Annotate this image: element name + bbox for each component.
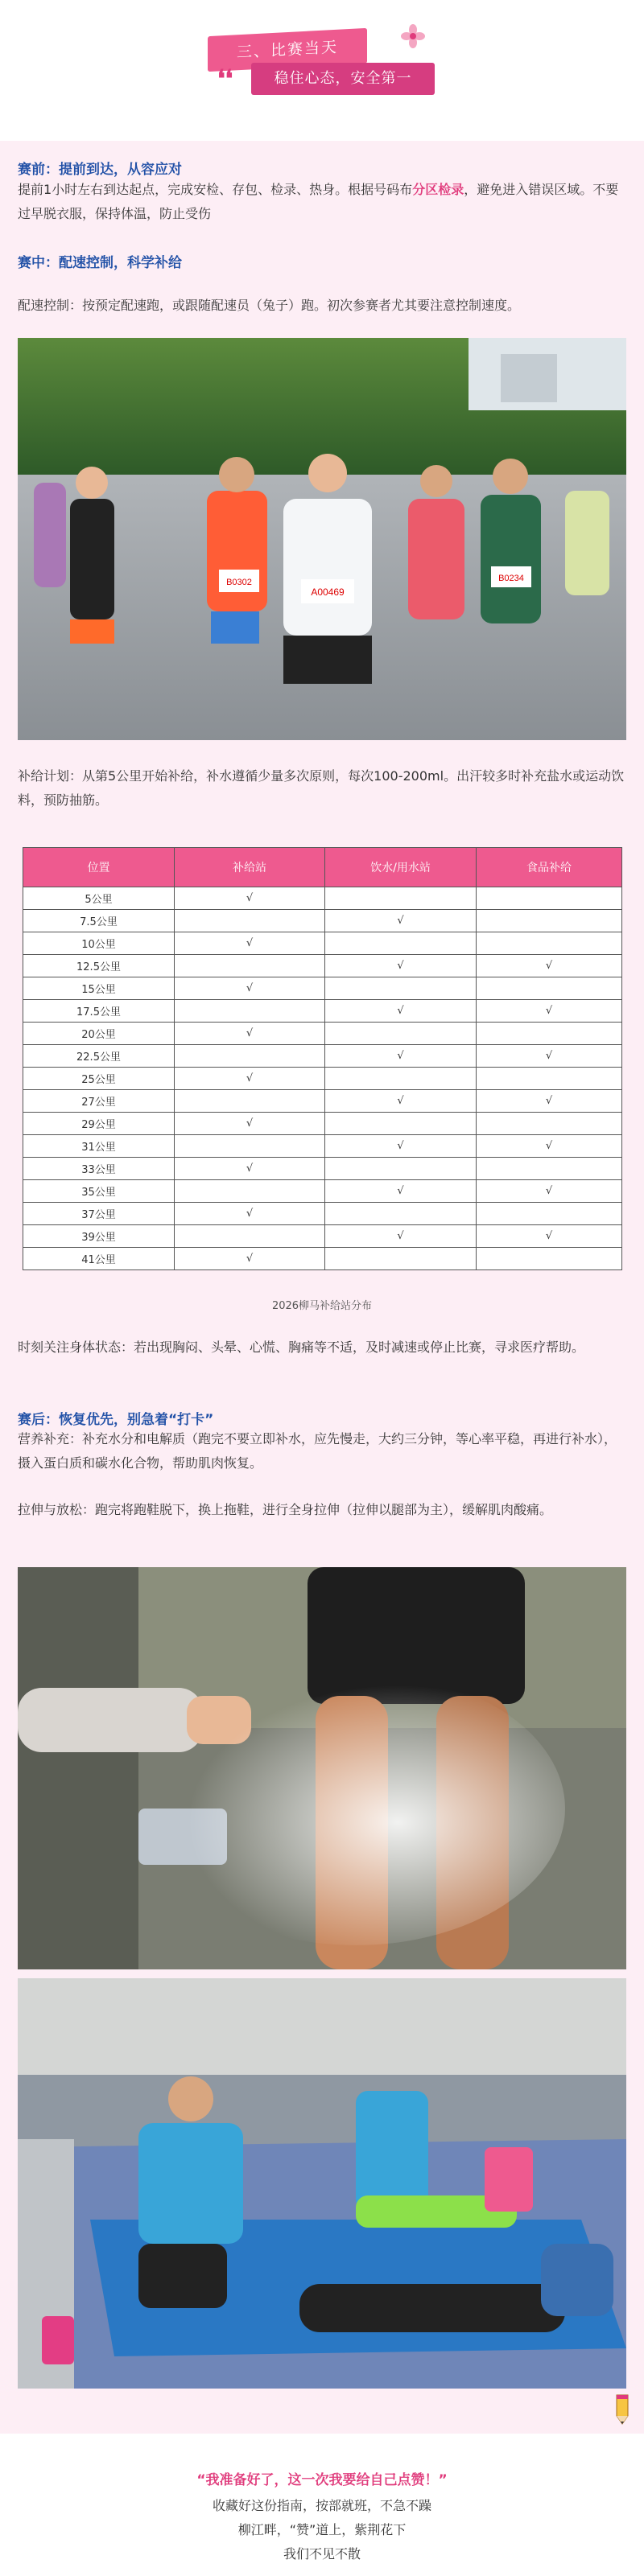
- table-cell: √: [477, 1180, 622, 1203]
- highlight-zone-checkin: 分区检录: [412, 182, 464, 197]
- table-cell: [325, 1113, 477, 1135]
- pencil-icon: [612, 2393, 633, 2426]
- table-cell: √: [325, 955, 477, 977]
- table-cell: √: [325, 1000, 477, 1023]
- table-cell: √: [325, 1090, 477, 1113]
- table-caption: 2026柳马补给站分布: [271, 1300, 373, 1312]
- table-cell: [175, 1090, 325, 1113]
- table-cell: [325, 1158, 477, 1180]
- before-race-text: [18, 178, 626, 226]
- table-cell: [325, 1068, 477, 1090]
- body-status-text: 时刻关注身体状态：若出现胸闷、头晕、心慌、胸痛等不适，及时减速或停止比赛，寻求医疗帮助。: [18, 1339, 585, 1355]
- col-header-location: 位置: [23, 848, 175, 887]
- table-cell: [477, 1113, 622, 1135]
- table-row: [23, 1135, 622, 1158]
- table-cell: √: [325, 1180, 477, 1203]
- table-cell: 15公里: [23, 977, 175, 1000]
- table-cell: 7.5公里: [23, 910, 175, 932]
- nutrition-text: 营养补充：补充水分和电解质（跑完不要立即补水，应先慢走，大约三分钟，等心率平稳，再进行补水），摄入蛋白质和碳水化合物，帮助肌肉恢复。: [18, 1431, 617, 1471]
- footer-quote: “我准备好了，这一次我要给自己点赞！”: [196, 2472, 448, 2488]
- table-cell: [325, 887, 477, 910]
- table-cell: [477, 887, 622, 910]
- table-row: [23, 1000, 622, 1023]
- supply-plan-text: 补给计划：从第5公里开始补给，补水遵循少量多次原则，每次100-200ml。出汗较多时补充盐水或运动饮料，预防抽筋。: [18, 768, 625, 808]
- table-cell: √: [175, 932, 325, 955]
- table-cell: 41公里: [23, 1248, 175, 1270]
- supply-station-table: [23, 847, 622, 1270]
- table-row: [23, 1180, 622, 1203]
- section-title: 三、比赛当天: [236, 38, 338, 62]
- table-row: [23, 1203, 622, 1225]
- table-cell: [477, 1158, 622, 1180]
- quote-mark: ❛❛: [217, 65, 233, 93]
- table-cell: √: [477, 1225, 622, 1248]
- table-header-row: [23, 848, 622, 887]
- table-row: [23, 977, 622, 1000]
- before-text-part-b: ，避免进入错误区域。不要过早脱衣服，保持体温，防止受伤: [18, 182, 619, 221]
- table-cell: [477, 932, 622, 955]
- table-cell: [175, 1135, 325, 1158]
- section-header: [0, 0, 644, 141]
- table-cell: 25公里: [23, 1068, 175, 1090]
- table-cell: √: [477, 1135, 622, 1158]
- flower-icon: [401, 24, 425, 48]
- table-row: [23, 1158, 622, 1180]
- bib-number-2: A00469: [311, 586, 345, 598]
- footer: [0, 2438, 644, 2576]
- stretch-text: 拉伸与放松：跑完将跑鞋脱下，换上拖鞋，进行全身拉伸（拉伸以腿部为主），缓解肌肉酸痛。: [18, 1502, 553, 1517]
- table-row: [23, 1068, 622, 1090]
- table-cell: [325, 1203, 477, 1225]
- table-cell: [325, 1248, 477, 1270]
- photo-cold-spray: [18, 1567, 626, 1969]
- footer-line-2: 收藏好这份指南，按部就班，不急不躁: [212, 2498, 431, 2513]
- table-cell: √: [175, 1248, 325, 1270]
- table-cell: [175, 1045, 325, 1068]
- table-row: [23, 1090, 622, 1113]
- table-cell: 10公里: [23, 932, 175, 955]
- table-cell: [175, 1000, 325, 1023]
- table-cell: 22.5公里: [23, 1045, 175, 1068]
- table-cell: [477, 1068, 622, 1090]
- table-cell: √: [325, 1135, 477, 1158]
- bib-number-3: B0234: [498, 574, 524, 583]
- table-cell: √: [325, 1225, 477, 1248]
- table-row: [23, 887, 622, 910]
- heading-during-race: 赛中：配速控制，科学补给: [18, 255, 182, 271]
- table-row: [23, 1045, 622, 1068]
- table-cell: 39公里: [23, 1225, 175, 1248]
- heading-before-race: 赛前：提前到达，从容应对: [18, 162, 182, 178]
- table-row: [23, 910, 622, 932]
- table-row: [23, 1113, 622, 1135]
- photo-recovery-massage: [18, 1978, 626, 2389]
- table-cell: [477, 910, 622, 932]
- table-cell: √: [175, 977, 325, 1000]
- before-text-part-a: 提前1小时左右到达起点，完成安检、存包、检录、热身。根据号码布: [18, 182, 413, 197]
- table-cell: √: [175, 1203, 325, 1225]
- bib-number-1: B0302: [226, 578, 252, 587]
- table-cell: 29公里: [23, 1113, 175, 1135]
- footer-line-3: 柳江畔，“赞”道上，紫荆花下: [237, 2522, 407, 2537]
- table-cell: √: [477, 1090, 622, 1113]
- table-row: [23, 1225, 622, 1248]
- table-cell: [175, 910, 325, 932]
- table-cell: 20公里: [23, 1023, 175, 1045]
- pace-text: 配速控制：按预定配速跑，或跟随配速员（兔子）跑。初次参赛者尤其要注意控制速度。: [18, 298, 521, 313]
- table-cell: [325, 977, 477, 1000]
- table-cell: 12.5公里: [23, 955, 175, 977]
- col-header-food-supply: 食品补给: [477, 848, 622, 887]
- col-header-water-station: 饮水/用水站: [325, 848, 477, 887]
- heading-after-race: 赛后：恢复优先，别急着“打卡”: [18, 1412, 214, 1428]
- table-cell: 27公里: [23, 1090, 175, 1113]
- table-cell: 5公里: [23, 887, 175, 910]
- table-cell: √: [477, 1045, 622, 1068]
- table-cell: [477, 977, 622, 1000]
- table-cell: √: [175, 1113, 325, 1135]
- table-cell: [477, 1248, 622, 1270]
- table-cell: [175, 955, 325, 977]
- table-cell: √: [325, 910, 477, 932]
- photo-marathon-runners: [18, 338, 626, 740]
- table-row: [23, 932, 622, 955]
- table-cell: 17.5公里: [23, 1000, 175, 1023]
- col-header-supply-station: 补给站: [175, 848, 325, 887]
- table-cell: 33公里: [23, 1158, 175, 1180]
- table-cell: √: [175, 1068, 325, 1090]
- table-cell: 35公里: [23, 1180, 175, 1203]
- table-cell: √: [477, 955, 622, 977]
- table-cell: [175, 1180, 325, 1203]
- table-cell: 31公里: [23, 1135, 175, 1158]
- table-row: [23, 1023, 622, 1045]
- table-cell: √: [175, 1158, 325, 1180]
- table-cell: 37公里: [23, 1203, 175, 1225]
- table-cell: √: [325, 1045, 477, 1068]
- footer-line-4: 我们不见不散: [283, 2546, 361, 2562]
- table-cell: [477, 1203, 622, 1225]
- section-subtitle: 稳住心态，安全第一: [274, 70, 412, 87]
- table-row: [23, 1248, 622, 1270]
- table-cell: [325, 932, 477, 955]
- section-subtitle-banner: [251, 63, 435, 95]
- table-cell: √: [175, 887, 325, 910]
- table-cell: [175, 1225, 325, 1248]
- table-cell: [477, 1023, 622, 1045]
- table-cell: √: [175, 1023, 325, 1045]
- table-cell: √: [477, 1000, 622, 1023]
- table-row: [23, 955, 622, 977]
- table-cell: [325, 1023, 477, 1045]
